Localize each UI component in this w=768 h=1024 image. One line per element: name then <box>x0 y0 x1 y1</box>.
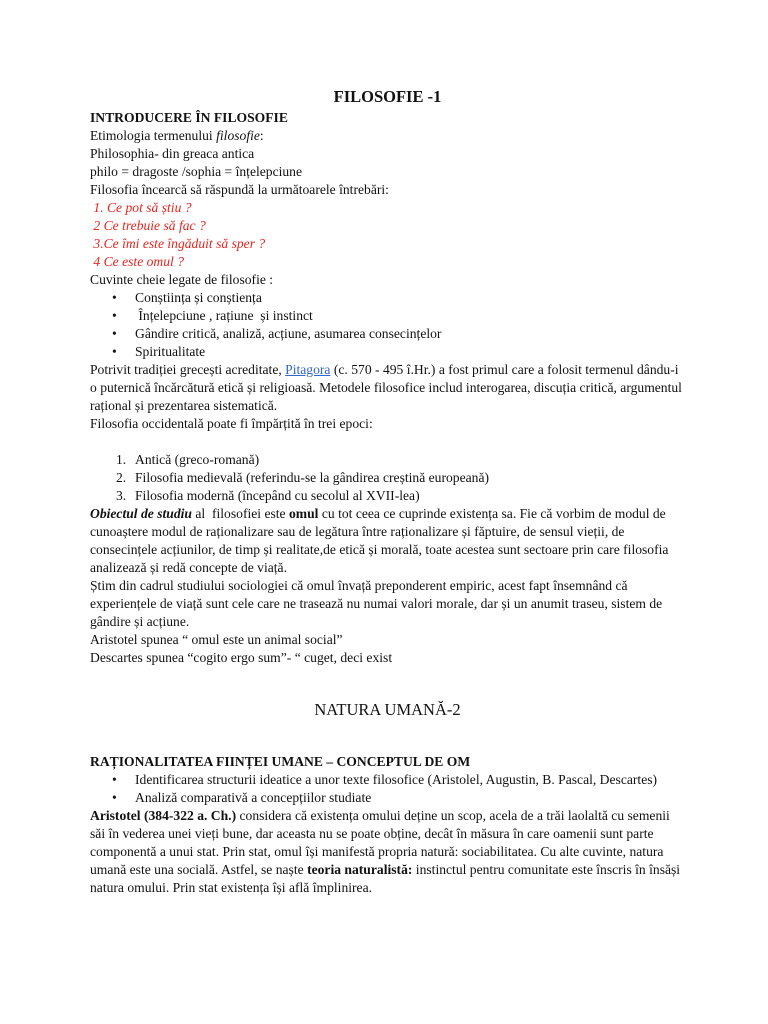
pythagoras-post: (c. 570 - 495 î.Hr.) a fost primul care a folosit termenul dându-i o puternică încărcătură etică și religioasă. Metodele filosofice includ interogarea, discuția critică, argumentul rațional și prezentarea sistematică. <box>90 362 682 413</box>
spacer <box>90 667 685 701</box>
epoch-item <box>90 451 685 469</box>
aristotel-quote: Aristotel spunea “ omul este un animal social” <box>90 632 343 647</box>
epoch-number: 3. <box>116 488 127 503</box>
theory-bold: teoria naturalistă: <box>307 862 413 877</box>
epoch-item <box>90 469 685 487</box>
epochs-intro: Filosofia occidentală poate fi împărțită în trei epoci: <box>90 416 373 431</box>
objective-item: • Identificarea structurii ideatice a unor texte filosofice (Aristolel, Augustin, B. Pascal, Descartes) <box>90 771 685 789</box>
pitagora-link[interactable]: Pitagora <box>285 362 331 377</box>
etymology-suffix: : <box>259 128 264 143</box>
epoch-text: Filosofia medievală (referindu-se la gândirea creștină europeană) <box>135 470 490 485</box>
aristotle-text: considera că existența omului deține un scop, acela de a trăi laolaltă cu semenii săi în vederea unei vieți bune, dar aceasta nu se poate obține, decât în măsura în care oamenii sunt parte componentă a unui stat. Prin stat, omul își manifestă propria natură: sociabilitatea. Cu alte cuvinte, natura umană este una socială. Astfel, se naște <box>90 808 670 877</box>
keyword-item: • Înțelepciune , rațiune și instinct <box>90 307 685 325</box>
keyword-item: • Gândire critică, analiză, acțiune, asumarea consecințelor <box>90 325 685 343</box>
object-mid: al filosofiei este <box>191 506 289 521</box>
keywords-intro: Cuvinte cheie legate de filosofie : <box>90 272 274 287</box>
object-paragraph <box>90 505 685 577</box>
spacer <box>90 719 685 753</box>
epoch-number: 2. <box>116 470 127 485</box>
keyword-item: • Spiritualitate <box>90 343 685 361</box>
object-label: Obiectul de studiu <box>90 506 192 521</box>
etymology-line <box>90 127 685 145</box>
objectives-list <box>90 771 685 807</box>
epoch-text: Antică (greco-romană) <box>135 452 260 467</box>
theory-rest: instinctul pentru comunitate este înscris în însăși natura omului. Prin stat existența își află împlinirea. <box>90 862 681 895</box>
document-page <box>90 88 685 897</box>
aristotle-name: Aristotel (384-322 a. Ch.) <box>90 808 237 823</box>
philo-line: philo = dragoste /sophia = înțelepciune <box>90 164 303 179</box>
spacer <box>90 433 685 451</box>
question-item: 4 Ce este omul ? <box>90 254 185 269</box>
question-item: 3.Ce îmi este îngăduit să sper ? <box>90 236 266 251</box>
keyword-item: • Conștiința și conștiența <box>90 289 685 307</box>
epochs-list <box>90 451 685 505</box>
keywords-list <box>90 289 685 361</box>
pythagoras-paragraph <box>90 361 685 415</box>
question-item: 2 Ce trebuie să fac ? <box>90 218 206 233</box>
questions-list <box>90 199 685 271</box>
epoch-item <box>90 487 685 505</box>
etymology-word: filosofie <box>216 128 260 143</box>
object-word: omul <box>288 506 319 521</box>
aristotle-paragraph <box>90 807 685 897</box>
descartes-quote: Descartes spunea “cogito ergo sum”- “ cuget, deci exist <box>90 650 393 665</box>
pythagoras-pre: Potrivit tradiției grecești acreditate, <box>90 362 286 377</box>
epoch-number: 1. <box>116 452 127 467</box>
section2-heading: RAȚIONALITATEA FIINȚEI UMANE – CONCEPTUL DE OM <box>90 754 471 769</box>
object-rest: cu tot ceea ce cuprinde existența sa. Fie că vorbim de modul de cunoaștere modul de raționalizare sau de legătura între raționalizare și făptuire, de sensul vieții, de consecințele acțiunilor, de timp și realitate,de etică și morală, toate acestea sunt sectoare prin care filosofia analizează și redă concepte de viață. <box>90 506 669 575</box>
question-item: 1. Ce pot să știu ? <box>90 200 192 215</box>
philosophia-line: Philosophia- din greaca antica <box>90 146 255 161</box>
questions-intro: Filosofia încearcă să răspundă la următoarele întrebări: <box>90 182 389 197</box>
stim-paragraph: Știm din cadrul studiului sociologiei că omul învață preponderent empiric, acest fapt însemnând că experiențele de viață sunt cele care ne trasează nu numai valori morale, dar și un anumit traseu, sistem de gândire și acțiune. <box>90 578 663 629</box>
page-title: FILOSOFIE -1 <box>333 87 442 106</box>
objective-item: • Analiză comparativă a concepțiilor studiate <box>90 789 685 807</box>
section2-title: NATURA UMANĂ-2 <box>314 700 461 719</box>
intro-heading: INTRODUCERE ÎN FILOSOFIE <box>90 110 288 125</box>
etymology-prefix: Etimologia termenului <box>90 128 217 143</box>
epoch-text: Filosofia modernă (începând cu secolul al XVII-lea) <box>135 488 420 503</box>
